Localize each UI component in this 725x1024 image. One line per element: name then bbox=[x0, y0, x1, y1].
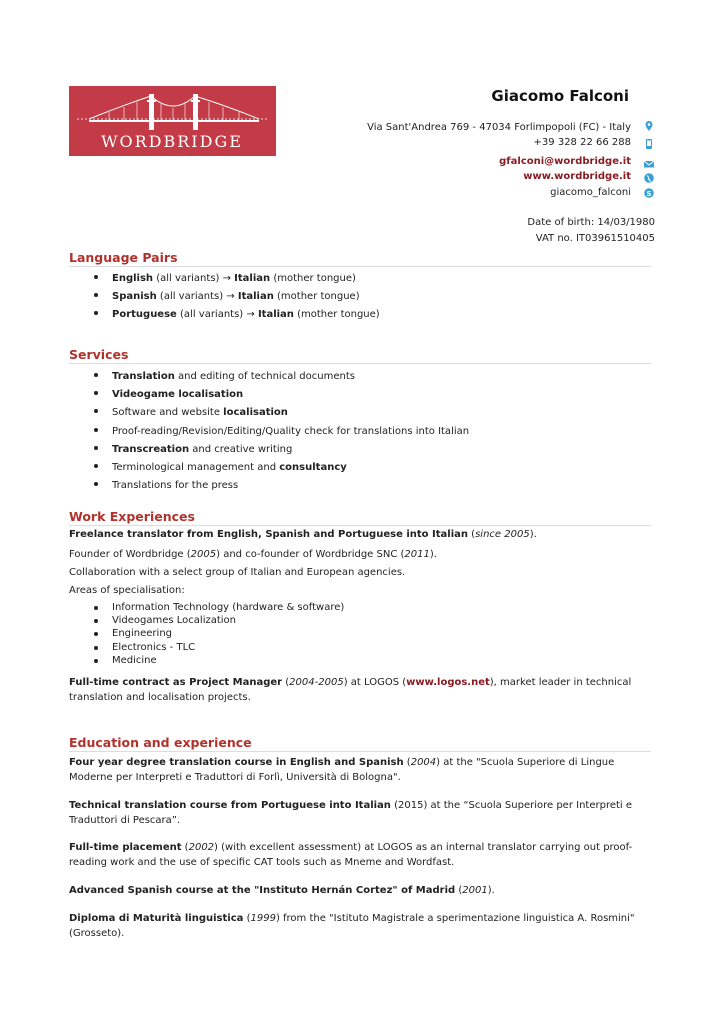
list-item: Spanish (all variants) → Italian (mother tongue) bbox=[94, 288, 380, 306]
services-list bbox=[94, 368, 469, 495]
list-item: Terminological management and consultancy bbox=[94, 459, 469, 477]
list-item: Translation and editing of technical documents bbox=[94, 368, 469, 386]
work-experiences-heading: Work Experiences bbox=[69, 509, 651, 526]
wordbridge-logo bbox=[69, 86, 276, 156]
founder-line: Founder of Wordbridge (2005) and co-founder of Wordbridge SNC (2011). bbox=[69, 549, 437, 560]
globe-icon bbox=[644, 173, 654, 183]
education-item-spanish-course: Advanced Spanish course at the "Instituto Hernán Cortez" of Madrid (2001). bbox=[69, 885, 495, 896]
person-name: Giacomo Falconi bbox=[491, 87, 629, 105]
education-heading: Education and experience bbox=[69, 735, 651, 752]
list-item: Electronics - TLC bbox=[94, 641, 344, 654]
website-link[interactable]: www.wordbridge.it bbox=[523, 171, 631, 182]
bridge-logo-graphic bbox=[69, 86, 276, 156]
list-item: Information Technology (hardware & software) bbox=[94, 601, 344, 614]
skype-icon bbox=[644, 188, 654, 198]
freelance-line: Freelance translator from English, Spanish and Portuguese into Italian (since 2005). bbox=[69, 529, 537, 540]
list-item: Proof-reading/Revision/Editing/Quality check for translations into Italian bbox=[94, 423, 469, 441]
services-heading: Services bbox=[69, 347, 651, 364]
phone: +39 328 22 66 288 bbox=[533, 137, 631, 148]
language-pairs-heading: Language Pairs bbox=[69, 250, 651, 267]
list-item: Engineering bbox=[94, 627, 344, 640]
date-of-birth: Date of birth: 14/03/1980 bbox=[527, 217, 655, 228]
svg-text:S: S bbox=[646, 190, 652, 198]
mail-icon bbox=[644, 159, 654, 169]
education-item-degree: Four year degree translation course in English and Spanish (2004) at the "Scuola Superiore di Lingue Moderne per Interpreti e Traduttori di Forlì, Università di Bologna". bbox=[69, 757, 615, 783]
vat-number: VAT no. IT03961510405 bbox=[535, 233, 655, 244]
address: Via Sant'Andrea 769 - 47034 Forlimpopoli (FC) - Italy bbox=[367, 122, 631, 133]
list-item: Videogames Localization bbox=[94, 614, 344, 627]
areas-list bbox=[94, 601, 344, 667]
logo-text: WORDBRIDGE bbox=[101, 132, 243, 151]
location-pin-icon bbox=[644, 121, 654, 131]
language-pairs-list bbox=[94, 270, 380, 324]
list-item: Software and website localisation bbox=[94, 404, 469, 422]
list-item: Medicine bbox=[94, 654, 344, 667]
collaboration-line: Collaboration with a select group of Italian and European agencies. bbox=[69, 567, 406, 578]
mobile-phone-icon bbox=[644, 139, 654, 149]
contract-paragraph: Full-time contract as Project Manager (2004-2005) at LOGOS (www.logos.net), market leader in technical translation and localisation projects. bbox=[69, 677, 632, 703]
list-item: Translations for the press bbox=[94, 477, 469, 495]
list-item: English (all variants) → Italian (mother tongue) bbox=[94, 270, 380, 288]
list-item: Portuguese (all variants) → Italian (mother tongue) bbox=[94, 306, 380, 324]
logos-link[interactable]: www.logos.net bbox=[406, 677, 490, 688]
education-item-technical-course: Technical translation course from Portuguese into Italian (2015) at the “Scuola Superiore per Interpreti e Traduttori di Pescara”. bbox=[69, 800, 633, 826]
areas-label: Areas of specialisation: bbox=[69, 585, 185, 596]
list-item: Videogame localisation bbox=[94, 386, 469, 404]
education-item-diploma: Diploma di Maturità linguistica (1999) from the "Istituto Magistrale a sperimentazione linguistica A. Rosmini" (Grosseto). bbox=[69, 913, 635, 939]
education-item-placement: Full-time placement (2002) (with excellent assessment) at LOGOS as an internal translator carrying out proof-reading work and the use of specific CAT tools such as Mneme and Wordfast. bbox=[69, 842, 633, 868]
list-item: Transcreation and creative writing bbox=[94, 441, 469, 459]
skype-id: giacomo_falconi bbox=[550, 187, 631, 198]
email-link[interactable]: gfalconi@wordbridge.it bbox=[499, 156, 631, 167]
